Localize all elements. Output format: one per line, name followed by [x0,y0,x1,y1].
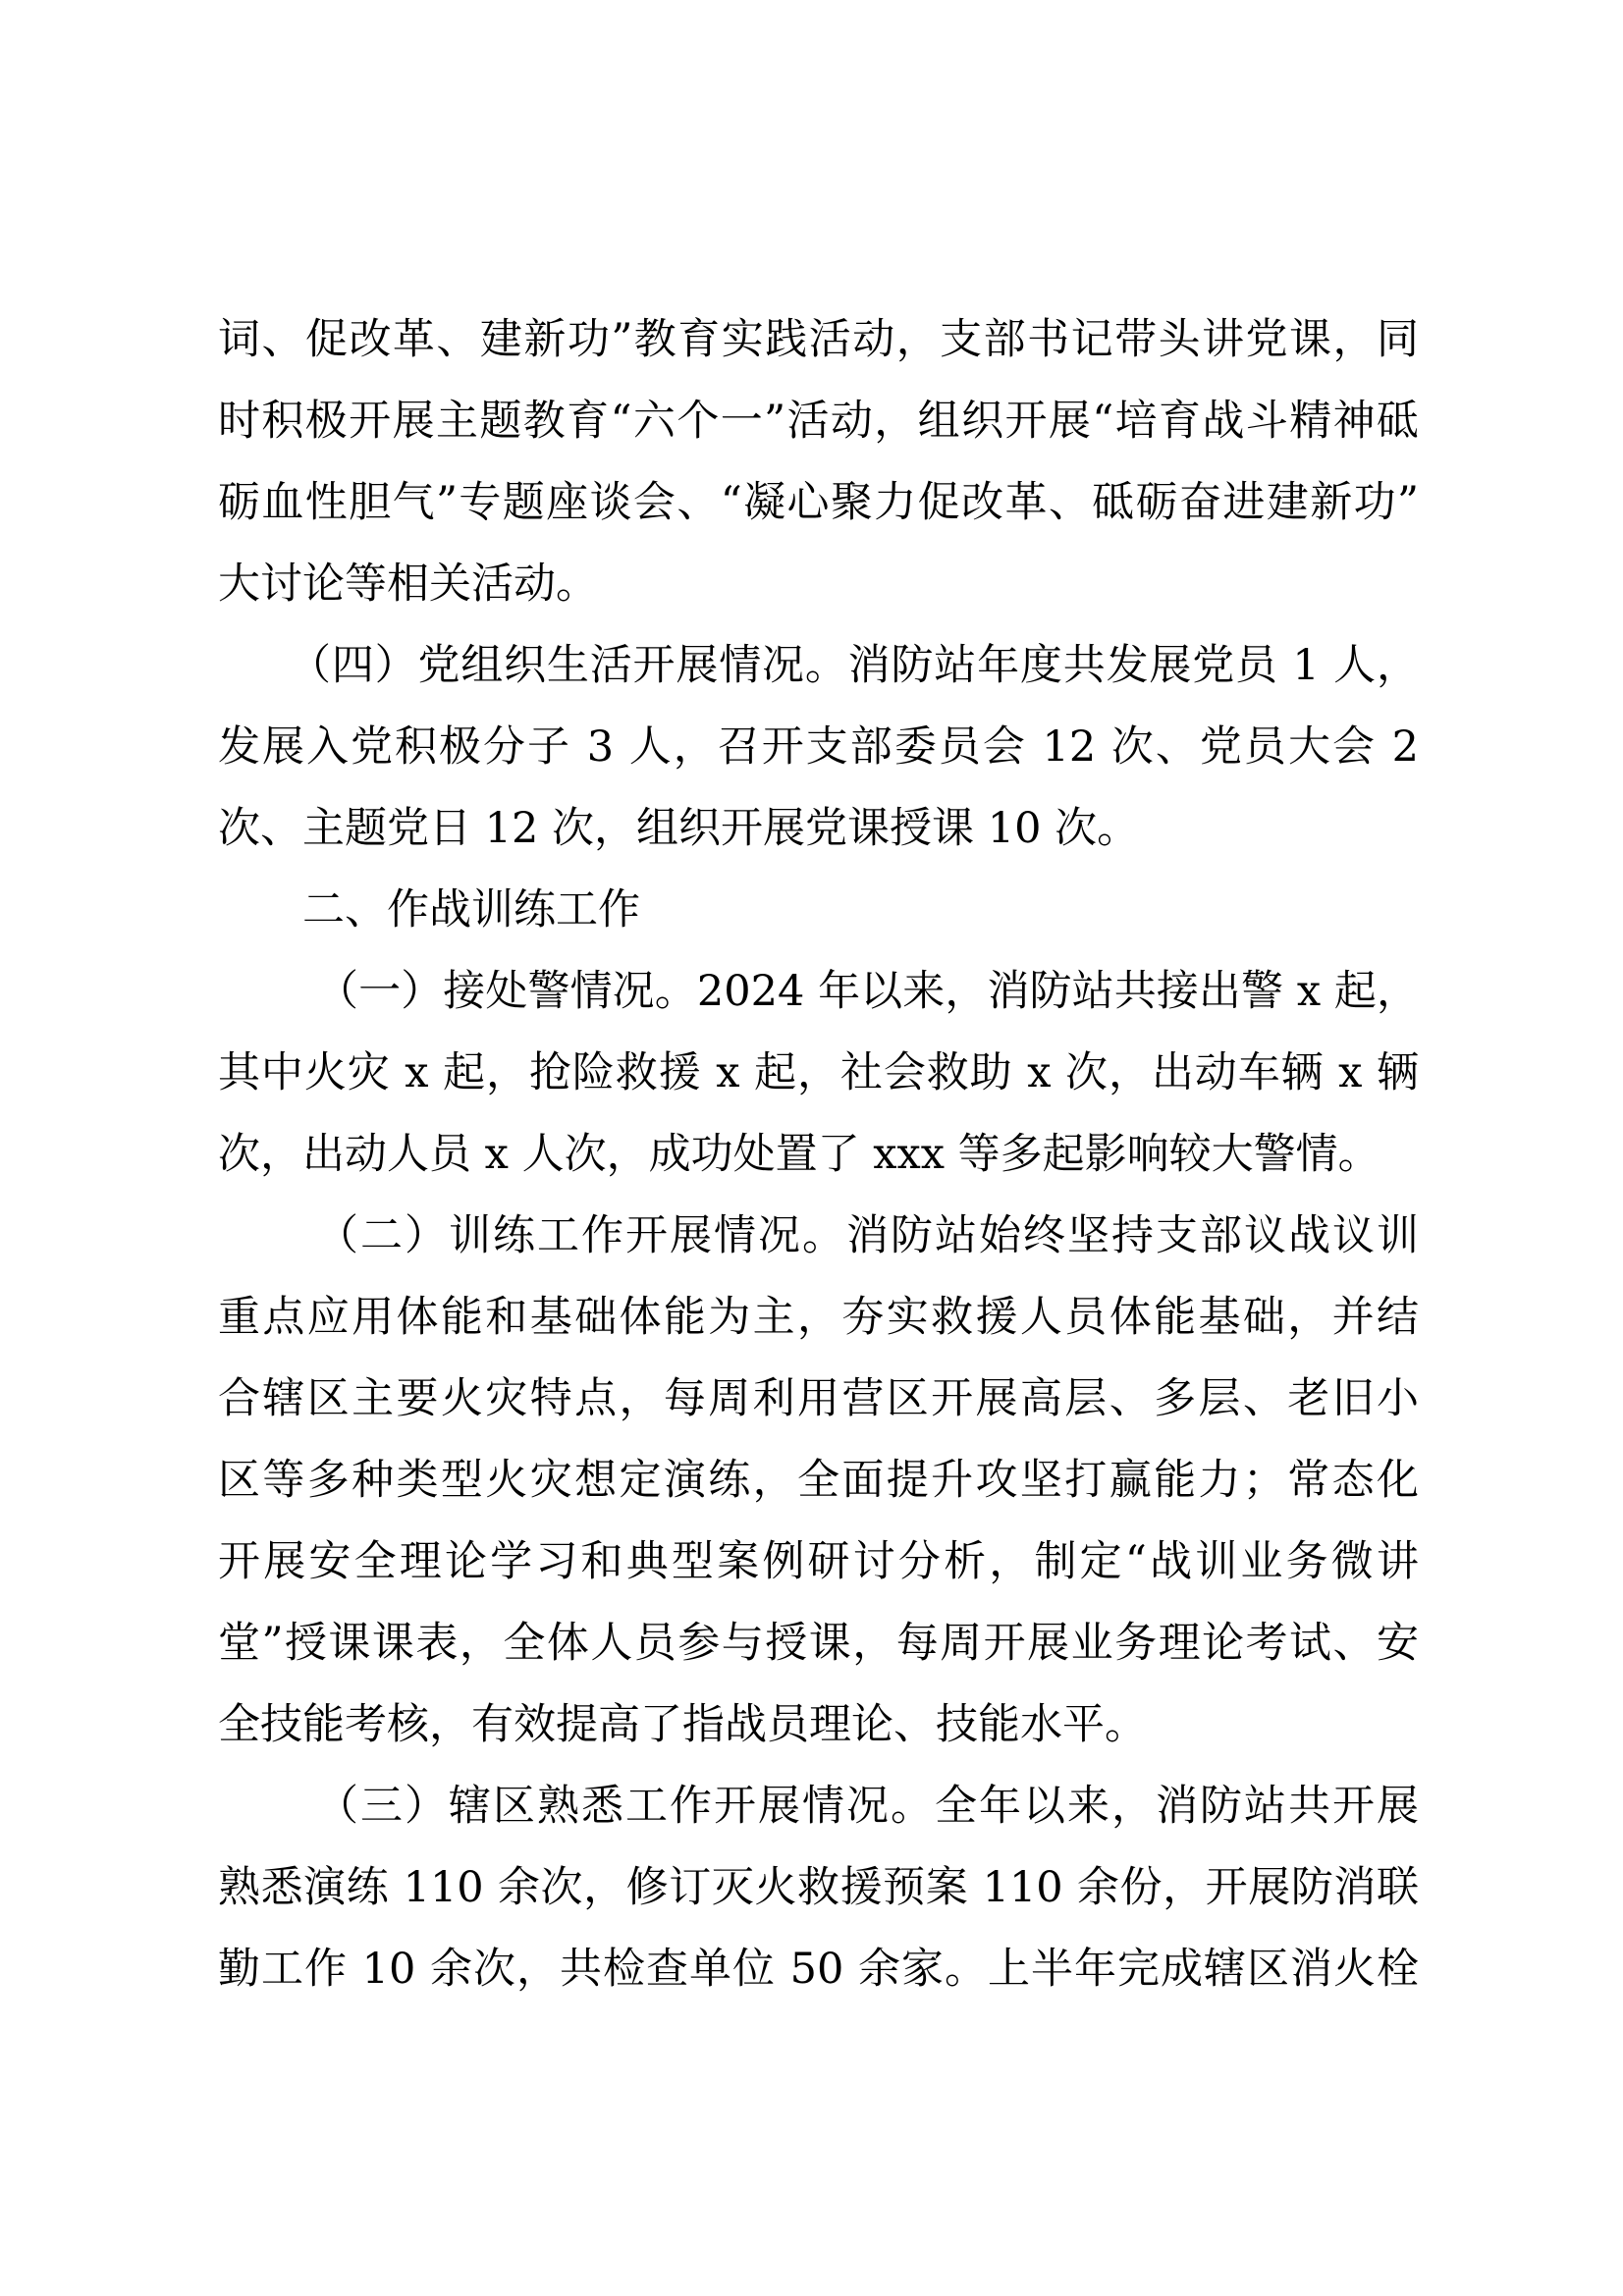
text-line: （三）辖区熟悉工作开展情况。全年以来，消防站共开展 [316,1782,1419,1831]
text-line: 勤工作 10 余次，共检查单位 50 余家。上半年完成辖区消火栓 [218,1945,1419,1994]
document-body [218,299,1419,2010]
text-line: 合辖区主要火灾特点，每周利用营区开展高层、多层、老旧小 [218,1374,1419,1423]
text-line: 全技能考核，有效提高了指战员理论、技能水平。 [218,1700,1147,1749]
text-line: 区等多种类型火灾想定演练，全面提升攻坚打赢能力；常态化 [218,1456,1419,1505]
text-line: （四）党组织生活开展情况。消防站年度共发展党员 1 人， [289,641,1419,690]
text-line: 开展安全理论学习和典型案例研讨分析，制定“战训业务微讲 [218,1537,1419,1586]
text-line: 其中火灾 x 起，抢险救援 x 起，社会救助 x 次，出动车辆 x 辆 [218,1048,1419,1097]
text-line: 次，出动人员 x 人次，成功处置了 xxx 等多起影响较大警情。 [218,1130,1380,1179]
text-line: 重点应用体能和基础体能为主，夯实救援人员体能基础，并结 [218,1293,1419,1342]
text-line: 次、主题党日 12 次，组织开展党课授课 10 次。 [218,804,1140,853]
text-line: 大讨论等相关活动。 [218,560,598,609]
text-line: （二）训练工作开展情况。消防站始终坚持支部议战议训 [316,1211,1419,1260]
text-line: 砺血性胆气”专题座谈会、“凝心聚力促改革、砥砺奋进建新功” [218,478,1419,527]
text-line: （一）接处警情况。2024 年以来，消防站共接出警 x 起， [316,967,1419,1016]
section-heading: 二、作战训练工作 [302,885,640,934]
text-line: 堂”授课课表，全体人员参与授课，每周开展业务理论考试、安 [218,1619,1419,1668]
text-line: 词、促改革、建新功”教育实践活动，支部书记带头讲党课，同 [218,315,1419,364]
text-line: 时积极开展主题教育“六个一”活动，组织开展“培育战斗精神砥 [218,397,1419,446]
text-line: 发展入党积极分子 3 人，召开支部委员会 12 次、党员大会 2 [218,722,1419,772]
text-line: 熟悉演练 110 余次，修订灭火救援预案 110 余份，开展防消联 [218,1863,1419,1912]
